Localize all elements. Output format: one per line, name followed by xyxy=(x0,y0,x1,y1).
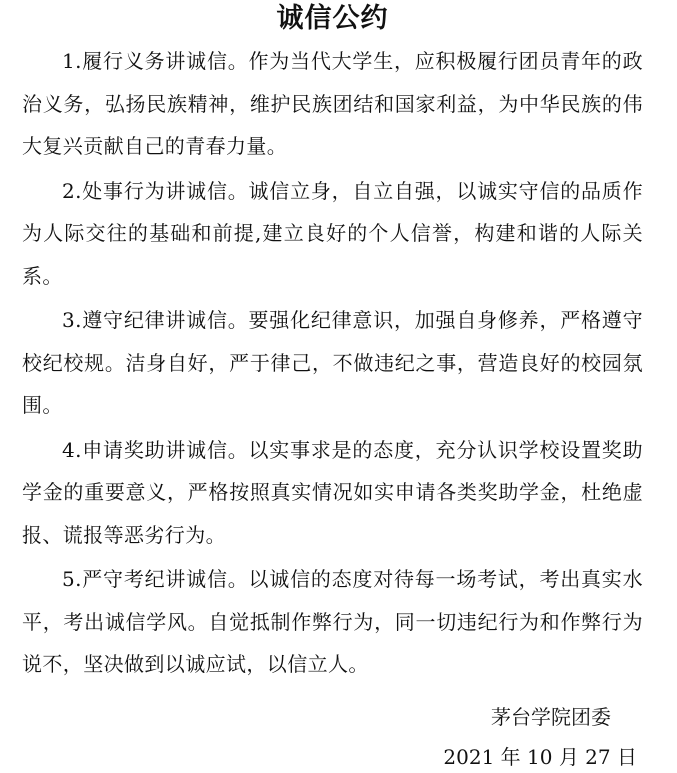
clause-paragraph-3: 3.遵守纪律讲诚信。要强化纪律意识，加强自身修养，严格遵守校纪校规。洁身自好，严于律己，不做违纪之事，营造良好的校园氛围。 xyxy=(22,308,643,417)
issuer-signature: 茅台学院团委 xyxy=(491,705,611,729)
clause-paragraph-5: 5.严守考纪讲诚信。以诚信的态度对待每一场考试，考出真实水平，考出诚信学风。自觉抵制作弊行为，同一切违纪行为和作弊行为说不，坚决做到以诚应试，以信立人。 xyxy=(22,567,643,676)
clause-paragraph-4: 4.申请奖助讲诚信。以实事求是的态度，充分认识学校设置奖助学金的重要意义，严格按照真实情况如实申请各类奖助学金，杜绝虚报、谎报等恶劣行为。 xyxy=(22,437,643,547)
clause-paragraph-1: 1.履行义务讲诚信。作为当代大学生，应积极履行团员青年的政治义务，弘扬民族精神，维护民族团结和国家利益，为中华民族的伟大复兴贡献自己的青春力量。 xyxy=(22,49,643,158)
clause-paragraph-2: 2.处事行为讲诚信。诚信立身，自立自强，以诚实守信的品质作为人际交往的基础和前提,建立良好的个人信誉，构建和谐的人际关系。 xyxy=(22,178,643,288)
document-title: 诚信公约 xyxy=(276,3,389,34)
issue-date: 2021 年 10 月 27 日 xyxy=(443,745,637,769)
